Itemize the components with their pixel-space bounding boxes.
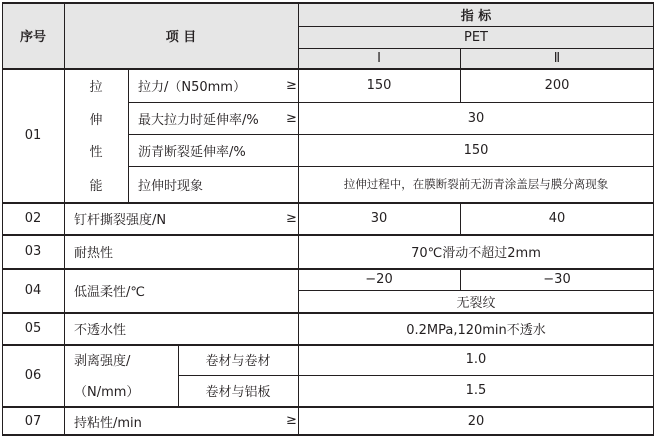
row-01-group-char-3: 性 — [89, 144, 103, 160]
row-06-sub2-value: 1.5 — [465, 383, 487, 398]
divider — [298, 26, 654, 27]
header-col-ii: Ⅱ — [460, 48, 654, 68]
phenomenon-value: 拉伸过程中，在膜断裂前无沥青涂盖层与膜分离现象 — [343, 177, 609, 191]
row-03-number: 03 — [24, 243, 42, 259]
row-04-value: 无裂纹 — [456, 295, 496, 311]
divider — [2, 406, 654, 408]
tensile-value-i: 150 — [366, 77, 392, 93]
spec-table — [2, 2, 654, 436]
elong-max-label: 最大拉力时延伸率/% — [138, 112, 259, 128]
row-01-group-char-4: 能 — [89, 178, 103, 194]
header-col-i: Ⅰ — [298, 48, 460, 68]
row-01-number: 01 — [24, 127, 42, 143]
row-06-sub1-value: 1.0 — [465, 352, 487, 367]
row-07-ge-sign: ≥ — [286, 413, 297, 428]
border-left — [2, 2, 3, 436]
header-item: 项 目 — [64, 2, 298, 68]
divider — [460, 268, 461, 290]
row-06-sub2-label: 卷材与铝板 — [205, 385, 271, 400]
divider — [2, 202, 654, 204]
row-05-label: 不透水性 — [74, 322, 127, 338]
divider — [128, 134, 654, 135]
row-06-number: 06 — [24, 367, 42, 383]
row-04-number: 04 — [24, 282, 42, 298]
header-pet: PET — [298, 26, 654, 48]
row-02-value-i: 30 — [370, 210, 388, 226]
elong-max-value: 30 — [467, 110, 485, 126]
elong-break-value: 150 — [463, 142, 489, 158]
divider — [298, 48, 654, 49]
row-04-label: 低温柔性/℃ — [74, 284, 145, 300]
divider — [64, 2, 65, 436]
divider — [178, 375, 654, 376]
row-03-label: 耐热性 — [74, 245, 114, 261]
divider — [128, 68, 129, 202]
border-bottom — [2, 434, 654, 436]
row-04-value-i: −20 — [365, 271, 393, 287]
row-05-number: 05 — [24, 320, 42, 336]
row-04-value-ii: −30 — [543, 271, 571, 287]
row-07-value: 20 — [467, 413, 485, 429]
header-seq: 序号 — [2, 2, 64, 68]
phenomenon-label: 拉伸时现象 — [138, 178, 204, 194]
row-06-label-line2: （N/mm） — [74, 385, 140, 400]
divider — [460, 48, 461, 102]
divider — [2, 312, 654, 314]
border-top — [2, 2, 654, 4]
row-02-number: 02 — [24, 210, 42, 226]
divider — [128, 166, 654, 167]
tensile-ge-sign: ≥ — [286, 78, 297, 93]
row-06-sub1-label: 卷材与卷材 — [205, 354, 271, 369]
row-01-group-char-1: 拉 — [89, 79, 103, 95]
row-02-label: 钉杆撕裂强度/N — [74, 212, 167, 228]
divider — [2, 68, 654, 70]
divider — [298, 290, 654, 291]
row-01-group-char-2: 伸 — [89, 112, 103, 128]
row-03-value: 70℃滑动不超过2mm — [411, 245, 541, 261]
divider — [178, 344, 179, 406]
row-02-ge-sign: ≥ — [286, 211, 297, 226]
row-06-label-line1: 剥离强度/ — [74, 354, 131, 369]
elong-break-label: 沥青断裂延伸率/% — [138, 144, 246, 160]
tensile-value-ii: 200 — [544, 77, 570, 93]
divider — [460, 202, 461, 234]
divider — [2, 268, 654, 270]
row-02-value-ii: 40 — [548, 210, 566, 226]
divider — [2, 344, 654, 346]
row-07-label: 持粘性/min — [74, 415, 142, 431]
header-indicator: 指 标 — [298, 2, 654, 26]
row-07-number: 07 — [24, 413, 42, 429]
divider — [298, 2, 299, 436]
divider — [2, 234, 654, 236]
elong-max-ge-sign: ≥ — [286, 111, 297, 126]
row-05-value: 0.2MPa,120min不透水 — [406, 322, 546, 338]
tensile-label: 拉力/（N50mm） — [138, 79, 246, 95]
divider — [128, 102, 654, 103]
border-right — [653, 2, 654, 436]
